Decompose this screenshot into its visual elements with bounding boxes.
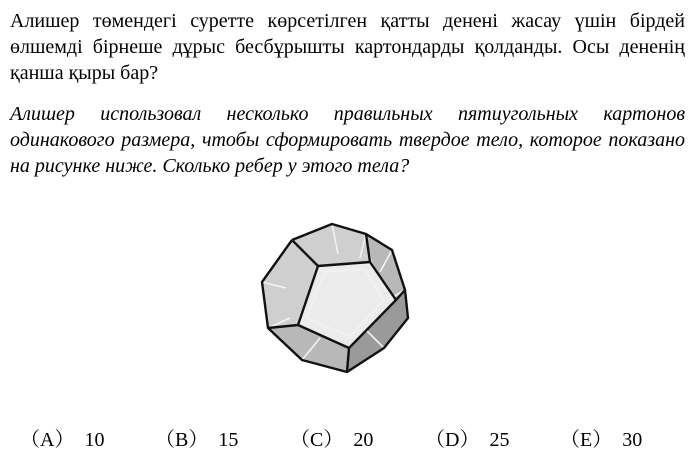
option-value: 20 — [353, 429, 374, 451]
option-letter: （B） — [155, 429, 209, 451]
dodecahedron-icon — [250, 220, 420, 380]
option-value: 30 — [622, 429, 643, 451]
question-text-russian: Алишер использовал несколько правильных пятиугольных картонов одинакового размера, чтобы сформировать твердое тело, которое показано на рисунке ниже. Сколько ребер у этого тела? — [10, 103, 685, 177]
option-d[interactable] — [425, 425, 509, 455]
option-value: 25 — [489, 429, 510, 451]
option-e[interactable] — [560, 425, 642, 455]
option-c[interactable] — [290, 425, 373, 455]
answer-options — [20, 425, 690, 455]
option-letter: （D） — [425, 429, 480, 451]
option-letter: （E） — [560, 429, 613, 451]
option-b[interactable] — [155, 425, 238, 455]
option-value: 10 — [84, 429, 105, 451]
option-value: 15 — [218, 429, 239, 451]
option-a[interactable] — [20, 425, 104, 455]
dodecahedron-figure — [250, 220, 420, 380]
option-letter: （A） — [20, 429, 75, 451]
question-text-kazakh: Алишер төмендегі суретте көрсетілген қатты денені жасау үшін бірдей өлшемді бірнеше дұрыс бесбұрышты картондарды қолданды. Осы дененің қанша қыры бар? — [10, 10, 685, 84]
option-letter: （C） — [290, 429, 344, 451]
